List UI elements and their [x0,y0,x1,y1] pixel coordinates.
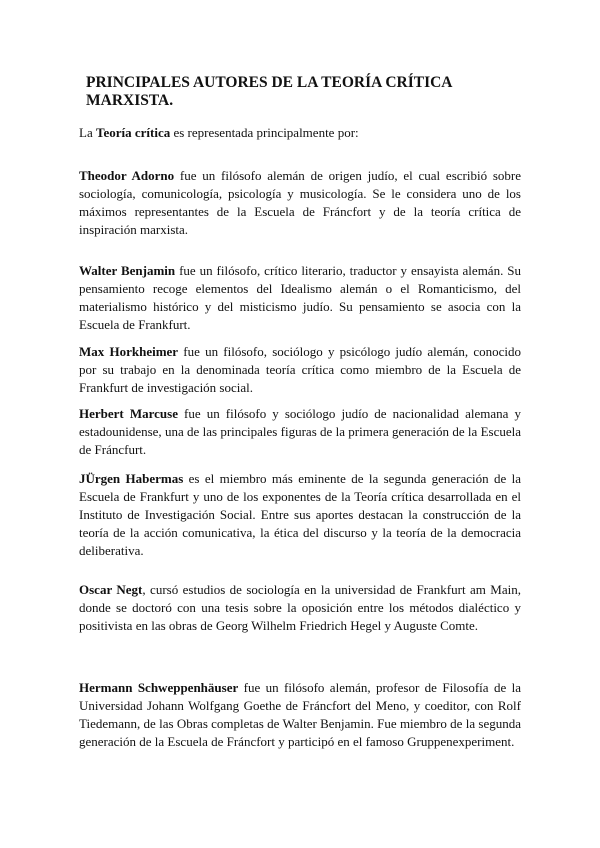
author-paragraph-benjamin [79,262,521,334]
intro-suffix: es representada principalmente por: [170,125,359,140]
author-name: Walter Benjamin [79,263,176,278]
author-name: Hermann Schweppenhäuser [79,680,239,695]
author-name: Max Horkheimer [79,344,179,359]
intro-bold-term: Teoría crítica [95,125,171,140]
author-paragraph-marcuse [79,405,521,459]
author-description: fue un filósofo y sociólogo judío de nacionalidad alemana y estadounidense, una de las principales figuras de la primera generación de la Escuela de Fráncfurt. [79,406,521,457]
author-name: Theodor Adorno [79,168,175,183]
intro-prefix: La [79,125,96,140]
page-title: PRINCIPALES AUTORES DE LA TEORÍA CRÍTICA MARXISTA. [86,74,452,109]
author-paragraph-negt [79,581,521,635]
author-paragraph-adorno [79,167,521,239]
author-description: fue un filósofo, crítico literario, traductor y ensayista alemán. Su pensamiento recoge elementos del Idealismo alemán o el Romanticismo, del materialismo histórico y del misticismo judío. Su pensamiento se asocia con la Escuela de Frankfurt. [79,263,521,332]
author-description: fue un filósofo alemán, profesor de Filosofía de la Universidad Johann Wolfgang Goethe de Fráncfort del Meno, y coeditor, con Rolf Tiedemann, de las Obras completas de Walter Benjamin. Fue miembro de la segunda generación de la Escuela de Fráncfort y participó en el famoso Gruppenexperiment. [79,680,521,749]
author-description: , cursó estudios de sociología en la universidad de Frankfurt am Main, donde se doctoró con una tesis sobre la oposición entre los métodos dialéctico y positivista en las obras de Georg Wilhelm Friedrich Hegel y Auguste Comte. [79,582,521,633]
author-paragraph-schweppenhauser [79,679,521,751]
author-description: es el miembro más eminente de la segunda generación de la Escuela de Frankfurt y uno de los exponentes de la Teoría crítica desarrollada en el Instituto de Investigación Social. Entre sus aportes destacan la construcción de la teoría de la acción comunicativa, la ética del discurso y la teoría de la democracia deliberativa. [79,471,521,558]
author-name: Oscar Negt [79,582,143,597]
author-description: fue un filósofo, sociólogo y psicólogo judío alemán, conocido por su trabajo en la denominada teoría crítica como miembro de la Escuela de Frankfurt de investigación social. [79,344,521,395]
author-name: JÜrgen Habermas [79,471,184,486]
author-description: fue un filósofo alemán de origen judío, el cual escribió sobre sociología, comunicología, psicología y musicología. Se le considera uno de los máximos representantes de la Escuela de Fráncfort y de la teoría crítica de inspiración marxista. [79,168,522,237]
author-paragraph-habermas [79,470,521,560]
author-name: Herbert Marcuse [79,406,178,421]
intro-paragraph [79,125,519,141]
author-paragraph-horkheimer [79,343,521,397]
